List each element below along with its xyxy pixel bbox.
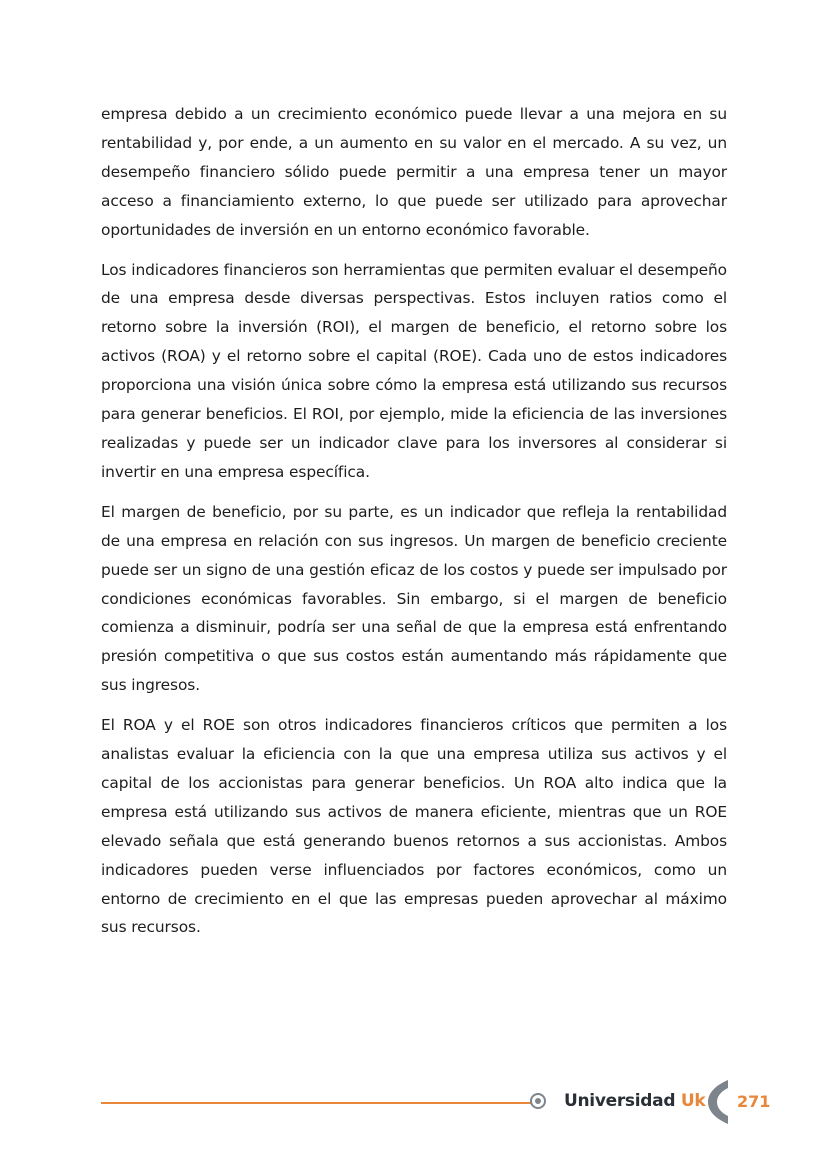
paragraph-4: El ROA y el ROE son otros indicadores financieros críticos que permiten a los analistas evaluar la eficiencia con la que una empresa utiliza sus activos y el capital de los accionistas para generar beneficios. Un ROA alto indica que la empresa está utilizando sus activos de manera eficiente, mientras que un ROE elevado señala que está generando buenos retornos a sus accionistas. Ambos indicadores pueden verse influenciados por factores económicos, como un entorno de crecimiento en el que las empresas pueden aprovechar al máximo sus recursos. <box>101 716 727 937</box>
page-footer <box>0 1080 828 1130</box>
brand-accent: Uk <box>680 1091 706 1111</box>
page-number: 271 <box>737 1092 771 1111</box>
paragraph-2: Los indicadores financieros son herramientas que permiten evaluar el desempeño de una empresa desde diversas perspectivas. Estos incluyen ratios como el retorno sobre la inversión (ROI), el margen de beneficio, el retorno sobre los activos (ROA) y el retorno sobre el capital (ROE). Cada uno de estos indicadores proporciona una visión única sobre cómo la empresa está utilizando sus recursos para generar beneficios. El ROI, por ejemplo, mide la eficiencia de las inversiones realizadas y puede ser un indicador clave para los inversores al considerar si invertir en una empresa específica. <box>101 260 727 481</box>
brand-name: Universidad <box>564 1091 676 1111</box>
footer-rule <box>101 1102 531 1104</box>
page-body <box>101 100 727 953</box>
paragraph-3: El margen de beneficio, por su parte, es un indicador que refleja la rentabilidad de una empresa en relación con sus ingresos. Un margen de beneficio creciente puede ser un signo de una gestión eficaz de los costos y puede ser impulsado por condiciones económicas favorables. Sin embargo, si el margen de beneficio comienza a disminuir, podría ser una señal de que la empresa está enfrentando presión competitiva o que sus costos están aumentando más rápidamente que sus ingresos. <box>101 502 727 695</box>
brand-logo <box>564 1091 705 1111</box>
paragraph-1: empresa debido a un crecimiento económico puede llevar a una mejora en su rentabilidad y, por ende, a un aumento en su valor en el mercado. A su vez, un desempeño financiero sólido puede permitir a una empresa tener un mayor acceso a financiamiento externo, lo que puede ser utilizado para aprovechar oportunidades de inversión en un entorno económico favorable. <box>101 105 727 239</box>
target-circle-icon <box>530 1093 546 1109</box>
